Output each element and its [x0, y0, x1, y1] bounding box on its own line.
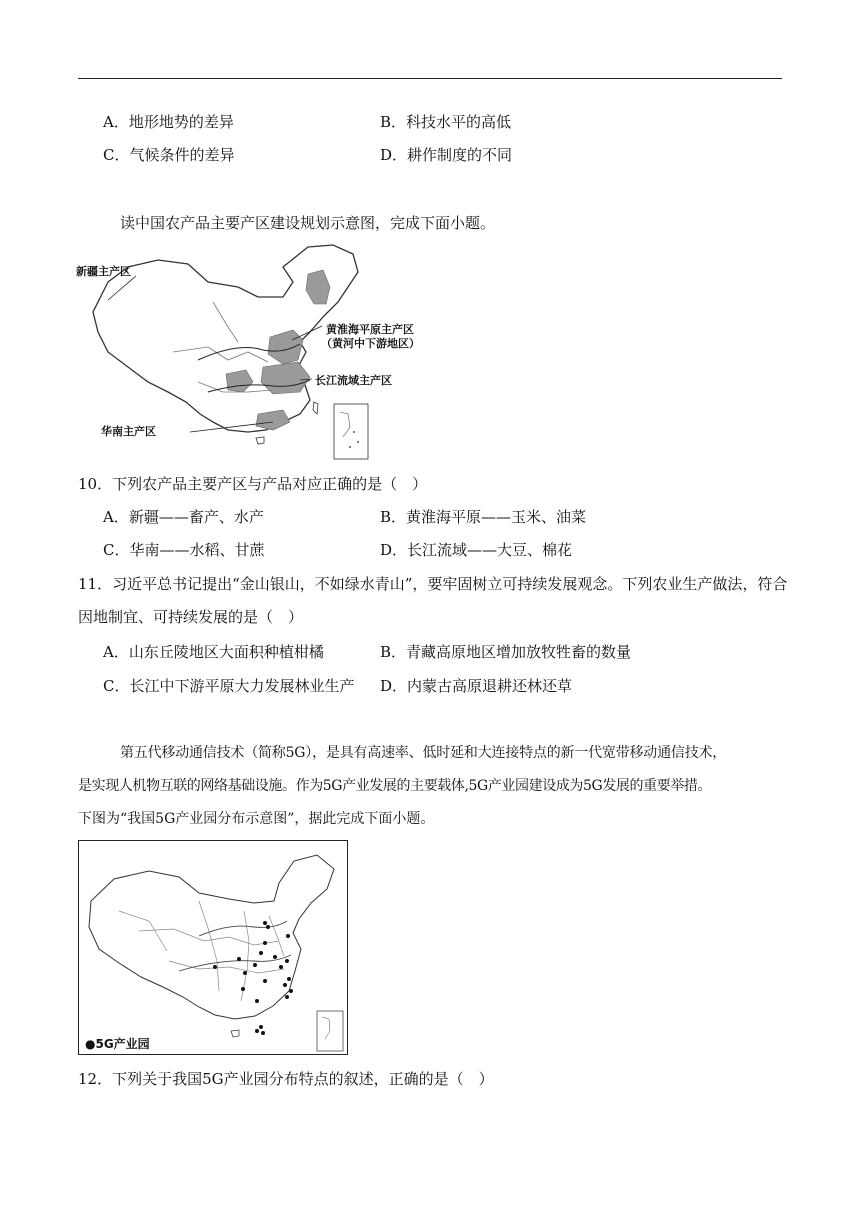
5g-parks-map [79, 841, 346, 1053]
q11-option-b[interactable]: B．青藏高原地区增加放牧牲畜的数量 [380, 643, 632, 661]
label-huanan: 华南主产区 [101, 425, 156, 438]
label-changjiang: 长江流域主产区 [315, 374, 392, 387]
label-huanghuai: 黄淮海平原主产区 [326, 323, 414, 336]
header-rule [78, 78, 782, 79]
intro-paragraph-2-line-3: 下图为“我国5G产业园分布示意图”，据此完成下面小题。 [78, 811, 435, 827]
label-huanghe: （黄河中下游地区） [321, 337, 420, 350]
q11-option-a[interactable]: A．山东丘陵地区大面积种植柑橘 [103, 643, 324, 661]
q11-stem-line-2: 因地制宜、可持续发展的是（ ） [78, 608, 304, 626]
q9-option-b[interactable]: B．科技水平的高低 [380, 113, 512, 131]
intro-paragraph-1: 读中国农产品主要产区建设规划示意图，完成下面小题。 [120, 214, 496, 232]
q9-option-a[interactable]: A．地形地势的差异 [103, 113, 234, 131]
q10-option-c[interactable]: C．华南——水稻、甘蔗 [103, 541, 265, 559]
q9-option-c[interactable]: C．气候条件的差异 [103, 146, 235, 164]
q9-option-d[interactable]: D．耕作制度的不同 [380, 146, 513, 164]
q10-option-d[interactable]: D．长江流域——大豆、棉花 [380, 541, 573, 559]
q10-stem: 10．下列农产品主要产区与产品对应正确的是（ ） [78, 475, 428, 493]
q11-stem-line-1: 11．习近平总书记提出“金山银山，不如绿水青山”，要牢固树立可持续发展观念。下列农业生产做法，符合 [78, 575, 788, 593]
q11-option-c[interactable]: C．长江中下游平原大力发展林业生产 [103, 677, 355, 695]
q11-option-d[interactable]: D．内蒙古高原退耕还林还草 [380, 677, 573, 695]
map-legend-5g: ●5G产业园 [85, 1037, 150, 1051]
south-china-sea-inset [334, 404, 368, 459]
q10-option-b[interactable]: B．黄淮海平原——玉米、油菜 [380, 508, 587, 526]
q12-stem: 12．下列关于我国5G产业园分布特点的叙述，正确的是（ ） [78, 1070, 494, 1088]
intro-paragraph-2-line-2: 是实现人机物互联的网络基础设施。作为5G产业发展的主要载体,5G产业园建设成为5G发展的重要举措。 [78, 778, 712, 794]
label-xinjiang: 新疆主产区 [76, 265, 131, 278]
5g-parks-map-frame [78, 840, 348, 1055]
intro-paragraph-2-line-1: 第五代移动通信技术（简称5G），是具有高速率、低时延和大连接特点的新一代宽带移动通信技术， [120, 745, 727, 761]
q10-option-a[interactable]: A．新疆——畜产、水产 [103, 508, 264, 526]
